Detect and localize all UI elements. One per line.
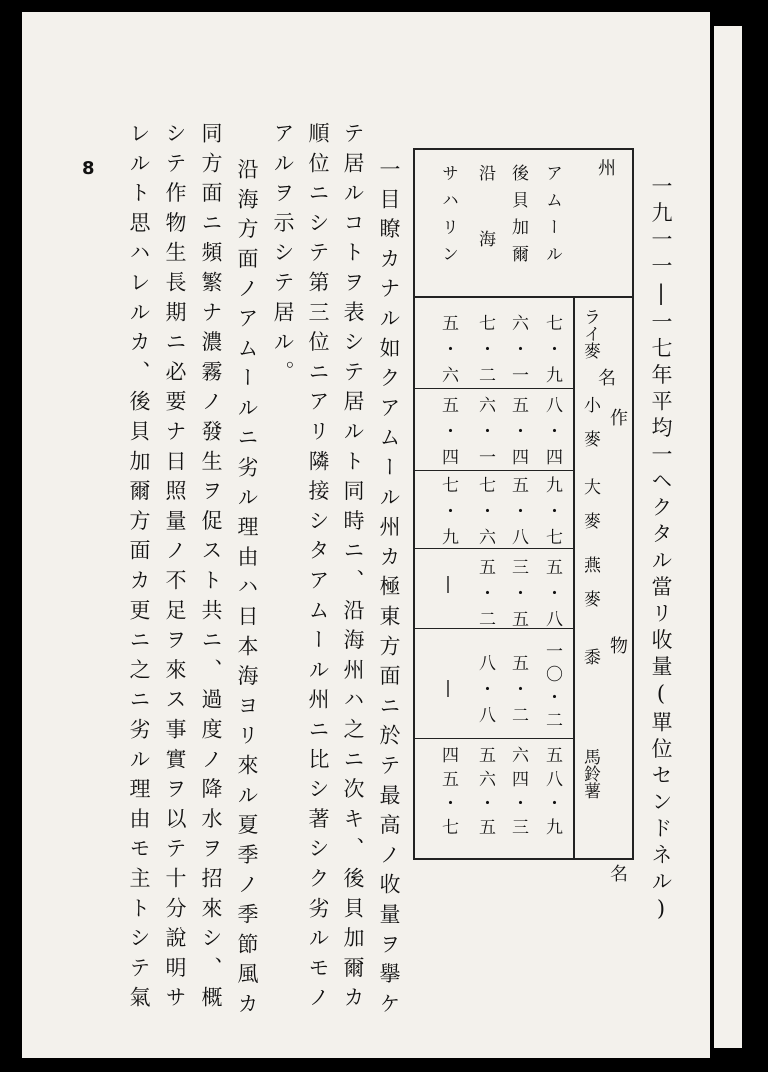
crop-name: 大 麥	[580, 478, 600, 529]
table-cell: 五・八	[508, 476, 528, 554]
body-text-column: テ居ルコトヲ表シテ居ルト同時ニ、沿海州ハ之ニ次キ、後貝加爾カ	[341, 122, 365, 1016]
yield-table	[413, 148, 634, 940]
crop-name: 馬鈴薯	[580, 748, 600, 799]
crop-name: ライ麥	[580, 308, 600, 359]
table-cell: 六・一	[508, 314, 528, 392]
table-cell: 五・八	[542, 558, 562, 636]
table-row-rule	[413, 738, 573, 739]
page-number: 8	[82, 158, 95, 179]
crop-name: 黍	[580, 648, 600, 665]
table-cell: 七・九	[438, 476, 458, 554]
table-cell: 九・七	[542, 476, 562, 554]
table-title: 一九一一|一七年平均一ヘクタル當リ收量(單位センドネル)	[649, 175, 673, 926]
table-cell: 五・二	[508, 654, 528, 732]
state-name: サハリン	[438, 164, 458, 272]
table-cell-empty: |	[438, 678, 458, 698]
adjacent-page-edge	[714, 26, 742, 1048]
table-cell: 八・四	[542, 396, 562, 474]
table-cell: 五・六	[438, 314, 458, 392]
table-cell: 六・一	[475, 396, 495, 474]
crop-name: 燕 麥	[580, 556, 600, 607]
body-text-column: アルヲ示シテ居ル。	[271, 122, 295, 391]
body-text-column: 順位ニシテ第三位ニアリ隣接シタアムール州ニ比シ著シク劣ルモノ	[306, 122, 330, 1016]
table-crop-header-rule	[573, 298, 575, 858]
table-cell: 七・九	[542, 314, 562, 392]
table-cell: 八・八	[475, 654, 495, 732]
table-cell: 三・五	[508, 558, 528, 636]
table-cell: 五・四	[508, 396, 528, 474]
body-text-column: 沿海方面ノアムールニ劣ル理由ハ日本海ヨリ來ル夏季ノ季節風カ	[235, 158, 259, 1023]
table-cell: 四五・七	[438, 746, 458, 842]
state-header: 州 名	[595, 158, 616, 438]
crop-header: 作 物 名	[607, 408, 628, 940]
body-text-column: 同方面ニ頻繁ナ濃霧ノ發生ヲ促スト共ニ、過度ノ降水ヲ招來シ、概	[199, 122, 223, 1016]
table-cell: 一〇・二	[542, 642, 562, 734]
state-name: アムール	[542, 164, 562, 272]
table-border-top	[413, 148, 634, 150]
table-cell: 七・六	[475, 476, 495, 554]
body-text-column: 一目瞭カナル如クアムール州カ極東方面ニ於テ最高ノ收量ヲ擧ケ	[377, 158, 401, 1023]
table-cell: 七・二	[475, 314, 495, 392]
state-name: 沿 海	[475, 164, 495, 263]
table-border-right	[632, 148, 634, 860]
body-text-column: シテ作物生長期ニ必要ナ日照量ノ不足ヲ來ス事實ヲ以テ十分說明サ	[163, 122, 187, 1016]
table-border-bottom	[413, 858, 634, 860]
crop-name: 小 麥	[580, 396, 600, 447]
table-border-left	[413, 148, 415, 860]
table-cell-empty: |	[438, 574, 458, 594]
table-cell: 五・二	[475, 558, 495, 636]
table-cell: 五六・五	[475, 746, 495, 842]
table-cell: 五・四	[438, 396, 458, 474]
table-cell: 六四・三	[508, 746, 528, 842]
body-text-column: レルト思ハレルカ、後貝加爾方面カ更ニ之ニ劣ル理由モ主トシテ氣	[127, 122, 151, 1016]
table-cell: 五八・九	[542, 746, 562, 842]
state-name: 後貝加爾	[508, 164, 528, 272]
